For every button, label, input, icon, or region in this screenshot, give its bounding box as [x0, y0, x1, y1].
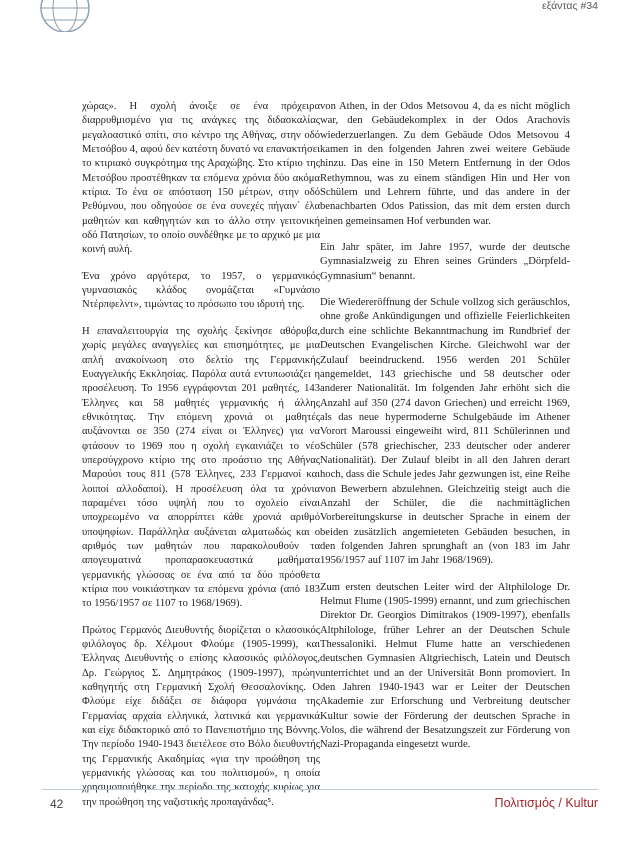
magazine-logo — [30, 0, 100, 32]
issue-label: εξάντας #34 — [542, 0, 598, 12]
paragraph: χώρας». Η σχολή άνοιξε σε ένα πρόχειρα διαρρυθμισμένο για τις ανάγκες της διδασκαλίας μεγαλοαστικό σπίτι, στο κέντρο της Αθήνας, στην οδό Μετσόβου 4, αφού δεν κατέστη δυνατό να επανακτήσει το κτιριακό συγκρότημα της Αραχώβης. Στο κτίριο της Μετσόβου προστέθηκαν τα επόμενα χρόνια δύο ακόμα κτίρια. Το ένα σε απόσταση 150 μέτρων, στην οδό Ρεθύμνου, που οδηγούσε σε ένα συνεχές πήγαιν΄ έλα μαθητών και καθηγητών και το άλλο στην γειτονική οδό Πατησίων, το οποίο συνδέθηκε με το αρχικό με μια κοινή αυλή. — [82, 101, 320, 256]
paragraph: von Athen, in der Odos Metsovou 4, da es nicht möglich war, den Gebäudekomplex in der Odos Arachovis wiederzuerlangen. Zu dem Gebäude Odos Metsovou 4 kamen in den folgenden Jahren zwei weitere Gebäude hinzu. Das eine in 150 Metern Entfernung in der Odos Rethymnou, was zu einem ständigen Hin und Her von Schülern und Lehrern führte, und das andere in der benachbarten Odos Patission, das mit dem ersten durch einen gemeinsamen Hof verbunden war. — [320, 101, 570, 227]
page-number: 42 — [50, 797, 64, 811]
paragraph: Zum ersten deutschen Leiter wird der Altphilologe Dr. Helmut Flume (1905-1999) ernannt, und zum griechischen Direktor Dr. Georgios Dimitrakos (1909-1997), ebenfalls Altphilologe, früher Lehrer an der Deutschen Schule Thessaloniki. Helmut Flume hatte an verschiedenen deutschen Gymnasien Altgriechisch, Latein und Deutsch unterrichtet und an der Universität Bonn promoviert. In den Jahren 1940-1943 war er Leiter der Deutschen Akademie zur Erforschung und Verbreitung deutscher Kultur sowie der Förderung der deutschen Sprache in Volos, die während der Besatzungszeit zur Förderung von Nazi-Propaganda eingesetzt wurde. — [320, 581, 570, 751]
paragraph: Ein Jahr später, im Jahre 1957, wurde der deutsche Gymnasialzweig zu Ehren seines Gründers „Dörpfeld-Gymnasium“ benannt. — [320, 242, 570, 282]
paragraph: Ένα χρόνο αργότερα, το 1957, ο γερμανικός γυμνασιακός κλάδος ονομάζεται «Γυμνάσιο Ντέρπφελντ», τιμώντας το πρόσωπο του ιδρυτή της. — [82, 270, 320, 311]
paragraph: Η επαναλειτουργία της σχολής ξεκίνησε αθόρυβα, χωρίς μεγάλες αναγγελίες και επισημότητες, με μια απλή ανακοίνωση στο δελτίο της Γερμανικής Ευαγγελικής Εκκλησίας. Παρόλα αυτά εντυπωσιάζει η προσέλευση. Το 1956 εγγράφονται 201 μαθητές, 143 Έλληνες και 58 μαθητές γερμανικής ή άλλης εθνικότητας. Την επόμενη χρονιά οι μαθητές αυξάνονται σε 350 (274 είναι οι Έλληνες) για να φτάσουν το 1969 που η σχολή εγκαινιάζει το νέο υπερσύγχρονο κτίριο της στο προάστιο της Αθήνας Μαρούσι τους 811 (578 Έλληνες, 233 Γερμανοί και λοιποί αλλοδαποί). Η προσέλευση όλα τα χρόνια παραμένει τόσο υψηλή που το σχολείο είναι υποχρεωμένο να απορρίπτει κάθε χρονιά αριθμό υποψηφίων. Παράλληλα αυξάνεται αλματωδώς και ο αριθμός των μαθητών που παρακολουθούν τα απογευματινά προπαρασκευαστικά μαθήματα γερμανικής γλώσσας σε ένα από τα δύο πρόσθετα κτίρια που νοικιάστηκαν τα επόμενα χρόνια (από 183 το 1956/1957 σε 1107 το 1968/1969). — [82, 325, 320, 610]
section-title: Πολιτισμός / Kultur — [494, 796, 598, 810]
german-column — [320, 100, 570, 765]
footer-divider — [42, 789, 598, 790]
paragraph: Die Wiedereröffnung der Schule vollzog sich geräuschlos, ohne große Ankündigungen und offizielle Feierlichkeiten durch eine schlichte Bekanntmachung im Rundbrief der Deutschen Evangelischen Kirche. Gleichwohl war der Zulauf beeindruckend. 1956 werden 201 Schüler angemeldet, 143 griechische und 58 deutscher oder anderer Nationalität. Im folgenden Jahr erhöht sich die Anzahl auf 350 (274 davon Griechen) und erreicht 1969, als das neue hypermoderne Schulgebäude im Athener Vorort Maroussi eingeweiht wird, 811 Schülerinnen und Schüler (578 griechischer, 233 deutscher oder anderer Nationalität). Der Zulauf bleibt in all den Jahren derart hoch, dass die Schule jedes Jahr gezwungen ist, eine Reihe von Bewerbern abzulehnen. Gleichzeitig steigt auch die Anzahl der Schüler, die die nachmittäglichen Vorbereitungskurse in deutscher Sprache in einem der beiden zusätzlich angemieteten Gebäuden besuchen, in den folgenden Jahren sprunghaft an (von 183 im Jahr 1956/1957 auf 1107 im Jahr 1968/1969). — [320, 297, 570, 567]
greek-column — [82, 100, 320, 822]
paragraph: Πρώτος Γερμανός Διευθυντής διορίζεται ο κλασσικός φιλόλογος δρ. Χέλμουτ Φλούμε (1905-1999), και Έλληνας Διευθυντής ο επίσης κλασσικός φιλόλογος, Δρ. Γεώργιος Σ. Δημητράκος (1909-1997), πρώην καθηγητής στη Γερμανική Σχολή Θεσσαλονίκης. Ο Φλούμε είχε διδάξει σε διάφορα γυμνάσια της Γερμανίας αρχαία ελληνικά, λατινικά και γερμανικά και είχε διδακτορικό από το Πανεπιστήμιο της Βόννης. Την περίοδο 1940-1943 διετέλεσε στο Βόλο διευθυντής της Γερμανικής Ακαδημίας «για την προώθηση της γερμανικής γλώσσας και του πολιτισμού», η οποία χρησιμοποιήθηκε την περίοδο της κατοχής κυρίως για την προώθηση της ναζιστικής προπαγάνδας⁵. — [82, 624, 320, 808]
